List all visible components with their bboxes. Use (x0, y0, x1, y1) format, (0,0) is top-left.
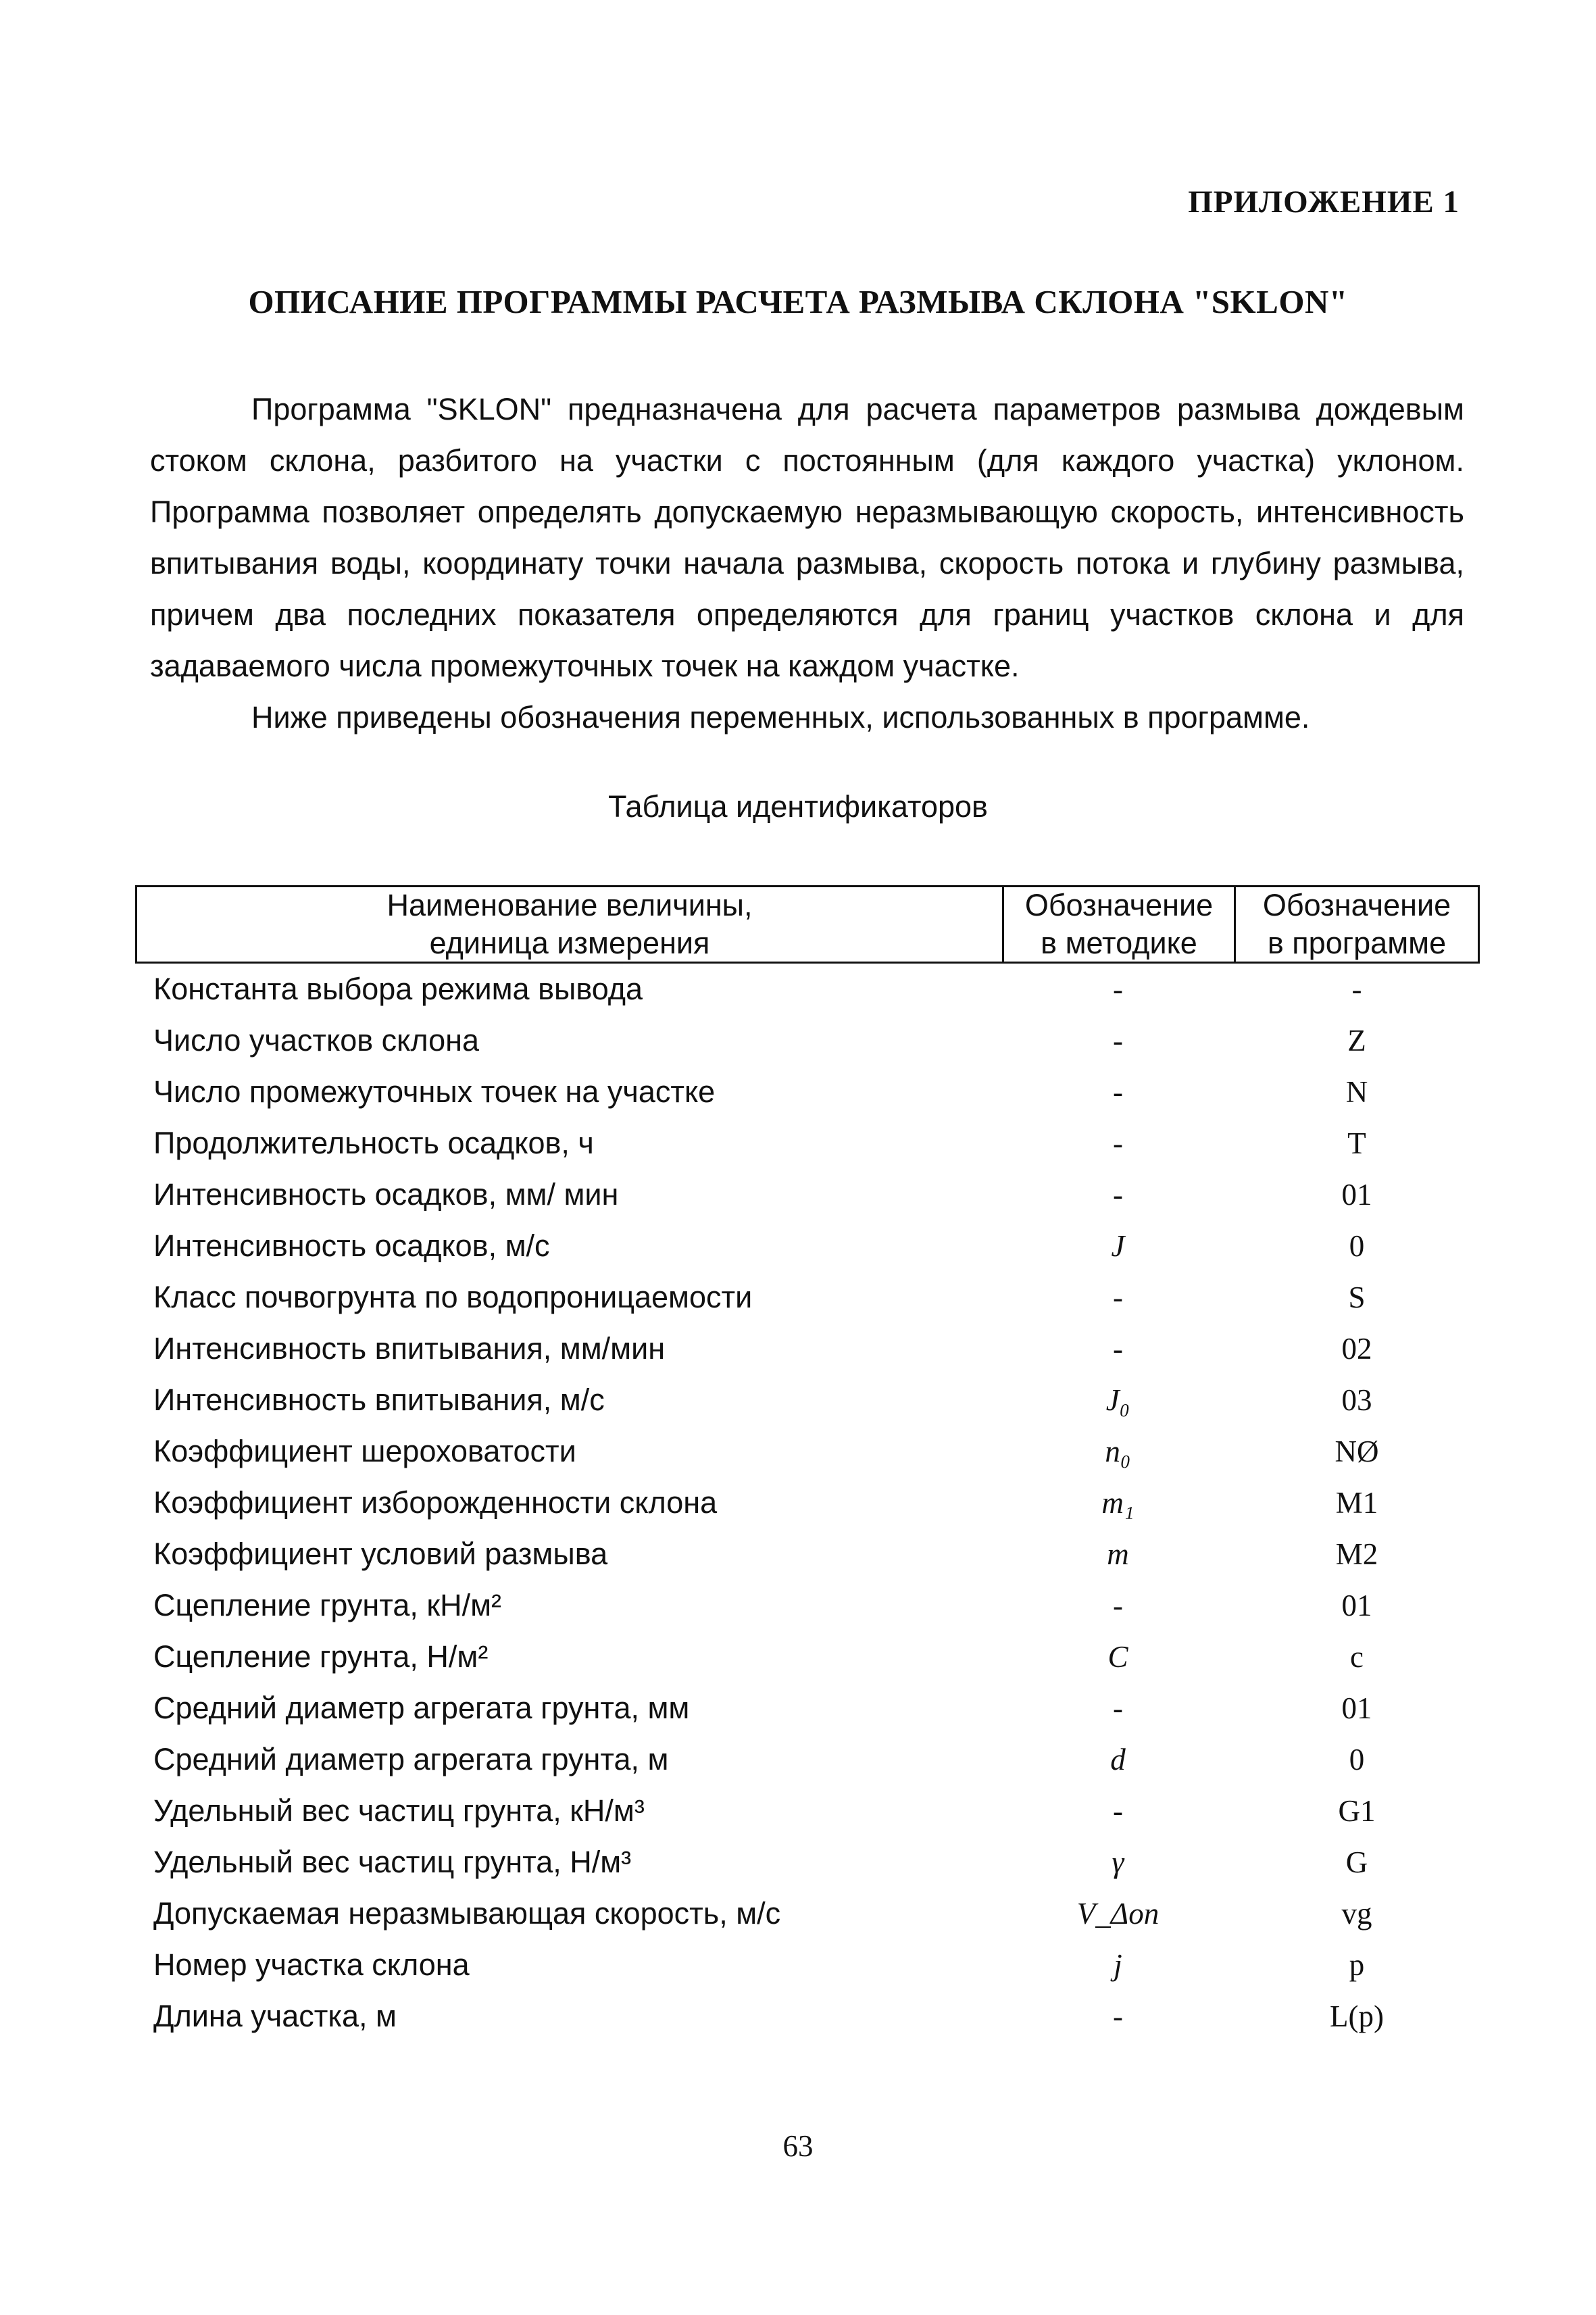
header-method-line1: Обозначение (1024, 888, 1214, 922)
table-row (135, 1272, 1480, 1323)
page-number: 63 (782, 2129, 814, 2163)
row-method: - (1113, 972, 1123, 1006)
row-method: - (1113, 1794, 1123, 1828)
table-row (135, 964, 1480, 1015)
appendix-label: ПРИЛОЖЕНИЕ 1 (1188, 184, 1460, 220)
table-row (135, 1888, 1480, 1939)
header-program-line1: Обозначение (1262, 888, 1451, 922)
row-program: L(p) (1330, 1999, 1384, 2033)
row-name: Сцепление грунта, Н/м² (153, 1639, 489, 1674)
table-row (135, 1837, 1480, 1888)
table-row (135, 1734, 1480, 1785)
row-method: - (1113, 1075, 1123, 1109)
table-row (135, 1015, 1480, 1066)
row-method: d (1110, 1743, 1126, 1776)
row-program: c (1350, 1640, 1364, 1674)
row-name: Коэффициент шероховатости (153, 1434, 576, 1468)
table-row (135, 1477, 1480, 1528)
header-name-line2: единица измерения (429, 926, 710, 960)
row-method: - (1113, 1589, 1123, 1622)
table-row (135, 1631, 1480, 1683)
table-row (135, 1580, 1480, 1631)
table-row (135, 1118, 1480, 1169)
row-name: Число промежуточных точек на участке (153, 1074, 716, 1109)
row-program: 02 (1341, 1332, 1372, 1366)
table-header (135, 885, 1480, 964)
row-method: m (1107, 1537, 1129, 1571)
row-method: C (1107, 1640, 1128, 1674)
row-program: 01 (1341, 1178, 1372, 1212)
table-body (135, 964, 1480, 2042)
row-program: 03 (1341, 1383, 1372, 1417)
table-caption: Таблица идентификаторов (608, 789, 988, 824)
row-method: - (1113, 1178, 1123, 1212)
row-name: Интенсивность осадков, м/с (153, 1228, 550, 1263)
row-program: T (1347, 1126, 1366, 1160)
row-name: Коэффициент изборожденности склона (153, 1485, 718, 1520)
row-program: M1 (1335, 1486, 1378, 1520)
body-text (150, 384, 1464, 743)
row-method: - (1113, 1691, 1123, 1725)
row-name: Интенсивность впитывания, мм/мин (153, 1331, 666, 1366)
row-name: Номер участка склона (153, 1947, 470, 1982)
row-method: - (1113, 1126, 1123, 1160)
header-method-line2: в методике (1041, 926, 1197, 960)
row-name: Коэффициент условий размыва (153, 1537, 608, 1571)
row-method: V_Δon (1076, 1897, 1159, 1931)
paragraph-description: Программа "SKLON" предназначена для расчета параметров размыва дождевым стоком склона, разбитого на участки с постоянным (для каждого участка) уклоном. Программа позволяет определять допускаемую неразмывающую скорость, интенсивность впитывания воды, координату точки начала размыва, скорость потока и глубину размыва, причем два последних показателя определяются для границ участков склона и для задаваемого числа промежуточных точек на каждом участке. (150, 392, 1464, 683)
paragraph-intro-table: Ниже приведены обозначения переменных, использованных в программе. (251, 700, 1310, 735)
table-row (135, 1939, 1480, 1991)
table-row (135, 1374, 1480, 1426)
row-method: - (1113, 1999, 1123, 2033)
table-row (135, 1066, 1480, 1118)
table-row (135, 1785, 1480, 1837)
row-name: Удельный вес частиц грунта, Н/м³ (153, 1845, 632, 1879)
row-method: m₁ (1101, 1486, 1134, 1520)
row-program: p (1349, 1948, 1365, 1982)
row-method: j (1114, 1948, 1122, 1982)
row-method: γ (1112, 1845, 1124, 1879)
header-program (1236, 887, 1478, 962)
row-method: J (1111, 1229, 1125, 1263)
row-name: Допускаемая неразмывающая скорость, м/с (153, 1896, 781, 1931)
table-row (135, 1426, 1480, 1477)
table-row (135, 1683, 1480, 1734)
row-program: 01 (1341, 1691, 1372, 1725)
row-program: M2 (1335, 1537, 1378, 1571)
header-name-line1: Наименование величины, (386, 888, 753, 922)
table-row (135, 1528, 1480, 1580)
table-row (135, 1169, 1480, 1220)
row-name: Сцепление грунта, кН/м² (153, 1588, 501, 1622)
row-program: N (1345, 1075, 1368, 1109)
row-name: Удельный вес частиц грунта, кН/м³ (153, 1793, 645, 1828)
row-name: Интенсивность впитывания, м/с (153, 1383, 605, 1417)
row-method: - (1113, 1024, 1123, 1057)
row-name: Длина участка, м (153, 1999, 397, 2033)
table-row (135, 1323, 1480, 1374)
row-program: 01 (1341, 1589, 1372, 1622)
row-method: J₀ (1105, 1383, 1130, 1417)
row-method: n₀ (1105, 1435, 1131, 1468)
row-program: G (1345, 1845, 1368, 1879)
row-name: Продолжительность осадков, ч (153, 1126, 594, 1160)
row-program: - (1351, 972, 1362, 1006)
identifiers-table (135, 885, 1480, 2042)
document-title: ОПИСАНИЕ ПРОГРАММЫ РАСЧЕТА РАЗМЫВА СКЛОНА "SKLON" (248, 283, 1348, 320)
row-name: Средний диаметр агрегата грунта, м (153, 1742, 669, 1776)
row-program: S (1348, 1280, 1366, 1314)
row-name: Интенсивность осадков, мм/ мин (153, 1177, 619, 1212)
header-program-line2: в программе (1267, 926, 1447, 960)
row-program: 0 (1349, 1743, 1365, 1776)
row-program: Z (1347, 1024, 1366, 1057)
row-name: Константа выбора режима вывода (153, 972, 643, 1006)
header-method (1004, 887, 1236, 962)
table-row (135, 1991, 1480, 2042)
row-method: - (1113, 1280, 1123, 1314)
row-method: - (1113, 1332, 1123, 1366)
row-program: 0 (1349, 1229, 1365, 1263)
header-name (137, 887, 1004, 962)
row-program: NØ (1335, 1435, 1379, 1468)
row-program: vg (1341, 1897, 1372, 1931)
row-name: Число участков склона (153, 1023, 479, 1057)
row-name: Средний диаметр агрегата грунта, мм (153, 1691, 690, 1725)
table-row (135, 1220, 1480, 1272)
row-program: G1 (1338, 1794, 1376, 1828)
row-name: Класс почвогрунта по водопроницаемости (153, 1280, 753, 1314)
